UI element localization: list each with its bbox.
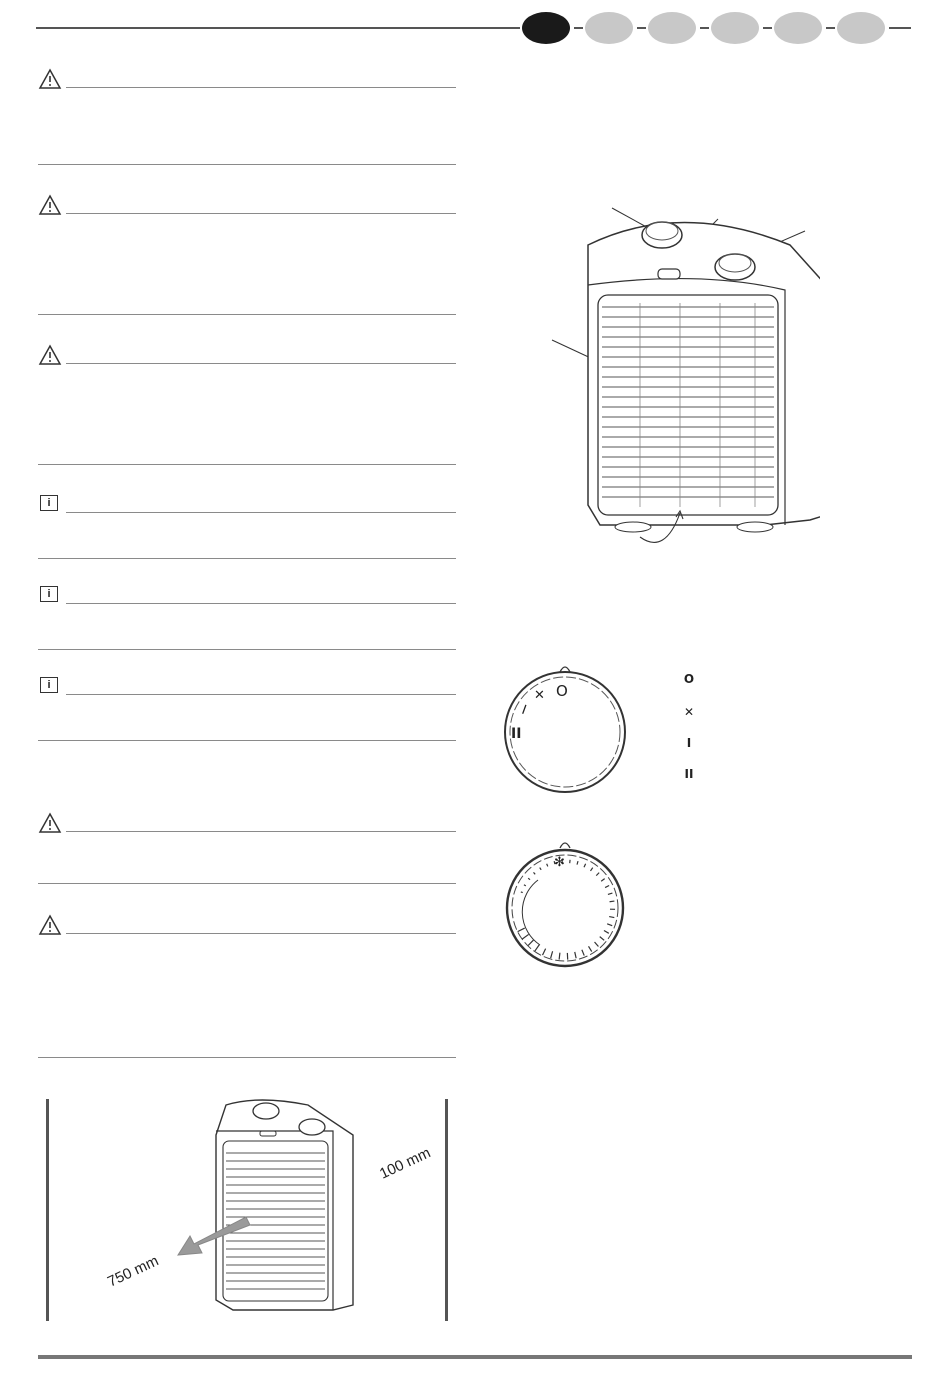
dial-mark-low: I	[519, 702, 529, 719]
warning-triangle-icon	[38, 68, 62, 90]
section-divider	[38, 1057, 456, 1058]
section-divider	[38, 558, 456, 559]
notice-underline	[66, 213, 456, 214]
notice-underline	[66, 933, 456, 934]
legend-symbol-fan: ✕	[683, 705, 695, 719]
legend-symbol-low: I	[686, 736, 692, 750]
figure-frame-right	[445, 1099, 448, 1321]
notice-underline	[66, 694, 456, 695]
dial-mark-off: O	[556, 682, 568, 700]
footer-rule	[38, 1355, 912, 1359]
tab-5[interactable]	[774, 12, 822, 44]
warning-triangle-icon	[38, 914, 62, 936]
tab-1-active[interactable]	[522, 12, 570, 44]
heater-overview-illustration	[540, 195, 820, 565]
tab-separator	[826, 27, 835, 29]
legend-symbol-high: II	[684, 767, 694, 781]
notice-underline	[66, 831, 456, 832]
info-icon: i	[40, 677, 58, 693]
section-divider	[38, 464, 456, 465]
tab-separator	[637, 27, 646, 29]
section-divider	[38, 740, 456, 741]
tab-separator	[574, 27, 583, 29]
header-rule	[36, 27, 520, 29]
frost-protection-mark: ✻	[554, 855, 565, 870]
section-divider	[38, 164, 456, 165]
section-divider	[38, 314, 456, 315]
tab-separator	[763, 27, 772, 29]
tab-3[interactable]	[648, 12, 696, 44]
warning-triangle-icon	[38, 812, 62, 834]
tab-separator	[700, 27, 709, 29]
notice-underline	[66, 87, 456, 88]
header-rule-end	[889, 27, 911, 29]
legend-symbol-off: O	[683, 672, 695, 686]
thermostat-dial-illustration	[500, 835, 630, 975]
thermostat-tick	[521, 892, 523, 893]
info-icon: i	[40, 586, 58, 602]
thermostat-tick	[559, 953, 560, 960]
tab-2[interactable]	[585, 12, 633, 44]
dial-mark-fan: ✕	[534, 688, 545, 703]
warning-triangle-icon	[38, 344, 62, 366]
notice-underline	[66, 603, 456, 604]
tab-6[interactable]	[837, 12, 885, 44]
warning-triangle-icon	[38, 194, 62, 216]
heater-clearance-illustration	[138, 1095, 378, 1315]
indicator-light-icon	[658, 269, 680, 279]
section-divider	[38, 883, 456, 884]
tab-4[interactable]	[711, 12, 759, 44]
dial-mark-high: II	[511, 726, 522, 742]
front-clearance-label: 750 mm	[104, 1252, 162, 1291]
section-divider	[38, 649, 456, 650]
info-icon: i	[40, 495, 58, 511]
notice-underline	[66, 363, 456, 364]
clearance-figure	[38, 1095, 456, 1325]
thermostat-tick	[610, 901, 615, 902]
side-clearance-label: 100 mm	[376, 1144, 434, 1183]
notice-underline	[66, 512, 456, 513]
language-tab-bar	[0, 0, 950, 56]
figure-frame-left	[46, 1099, 49, 1321]
